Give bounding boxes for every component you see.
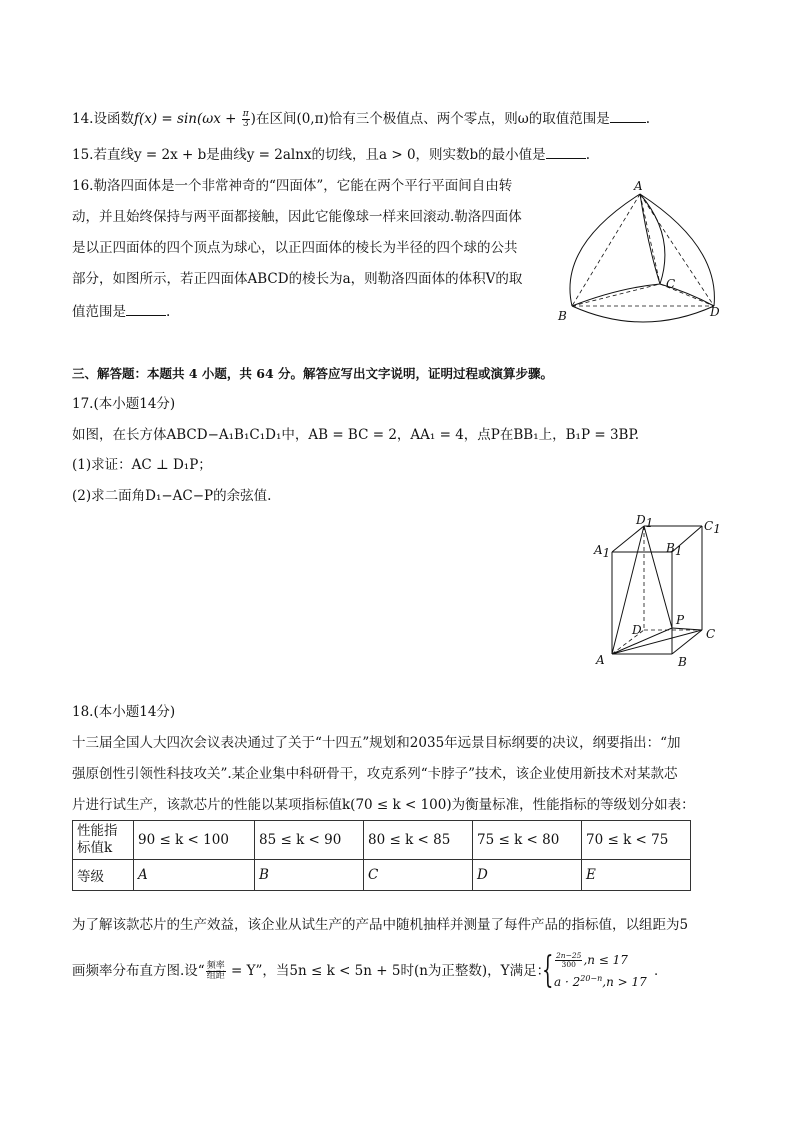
- q16-answer-blank: [126, 301, 166, 316]
- q15-text: 15.若直线y = 2x + b是曲线y = 2alnx的切线，且a > 0，则实数b的最小值是: [72, 147, 546, 163]
- q14-end: .: [645, 111, 651, 127]
- q18-paragraph-3: 片进行试生产，该款芯片的性能以某项指标值k(70 ≤ k < 100)为衡量标准，性能指标的等级划分如表：: [72, 797, 695, 813]
- q18-p5-a: 画频率分布直方图.设“: [72, 963, 205, 979]
- q17-part-2: (2)求二面角D₁−AC−P的余弦值.: [72, 488, 272, 504]
- table-cell: A: [134, 860, 255, 891]
- question-15: [72, 144, 590, 164]
- q18-p5-b: = Y”，当5n ≤ k < 5n + 5时(n为正整数)，Y满足：: [226, 963, 551, 979]
- label-c: C: [706, 627, 716, 641]
- label-c1-sub: 1: [713, 522, 721, 536]
- label-b: B: [558, 309, 567, 323]
- reuleaux-tetrahedron-figure: [548, 176, 728, 326]
- table-row: [73, 860, 691, 891]
- q14-function: f(x) = sin(ωx +: [133, 111, 241, 127]
- q14-rest: )在区间(0,π)恰有三个极值点、两个零点，则ω的取值范围是: [250, 111, 610, 127]
- svg-text:C1: [704, 519, 721, 536]
- label-d: D: [632, 623, 642, 637]
- q18-title: 18.(本小题14分): [72, 704, 176, 720]
- label-a1-sub: 1: [602, 546, 611, 560]
- table-cell: 80 ≤ k < 85: [364, 821, 473, 860]
- q17-stem: 如图，在长方体ABCD−A₁B₁C₁D₁中，AB = BC = 2，AA₁ = 4，点P在BB₁上，B₁P = 3BP.: [72, 427, 640, 443]
- q16-last-text: 值范围是: [72, 304, 126, 320]
- brace: {: [542, 950, 554, 991]
- label-c: C: [666, 277, 676, 291]
- q16-line-3: 是以正四面体的四个顶点为球心，以正四面体的棱长为半径的四个球的公共: [72, 240, 518, 256]
- q16-line-1: 16.勒洛四面体是一个非常神奇的“四面体”，它能在两个平行平面间自由转: [72, 178, 513, 194]
- table-row: [73, 821, 691, 860]
- label-b: B: [678, 655, 687, 669]
- q18-paragraph-4: 为了解该款芯片的生产效益，该企业从试生产的产品中随机抽样并测量了每件产品的指标值，以组距为5: [72, 917, 689, 933]
- table-cell: C: [364, 860, 473, 891]
- grade-table: [72, 820, 691, 891]
- piecewise-case-1: $\frac{2n-25}{300}$ ,n ≤ 17: [556, 951, 628, 969]
- table-cell: 85 ≤ k < 90: [255, 821, 364, 860]
- q14-lead: 14.设函数: [72, 111, 134, 127]
- piecewise-function: [542, 952, 672, 992]
- table-header-cell: 性能指 标值k: [73, 821, 134, 860]
- q18-paragraph-2: 强原创性引领性科技攻关”.某企业集中科研骨干，攻克系列“卡脖子”技术，该企业使用新技术对某款芯: [72, 766, 678, 782]
- table-cell: B: [255, 860, 364, 891]
- q15-answer-blank: [546, 144, 586, 159]
- section-3-heading: 三、解答题：本题共 4 小题，共 64 分。解答应写出文字说明，证明过程或演算步骤。: [72, 366, 554, 381]
- q16-line-2: 动，并且始终保持与两平面都接触，因此它能像球一样来回滚动.勒洛四面体: [72, 209, 522, 225]
- label-a1: A: [594, 543, 603, 557]
- table-cell: E: [582, 860, 691, 891]
- label-d1-sub: 1: [645, 516, 654, 530]
- label-b1: B: [666, 541, 675, 555]
- q16-line-5: [72, 301, 170, 321]
- table-header-cell: 等级: [73, 860, 134, 891]
- piecewise-case-2: $a \cdot 2^{20-n},n > 17$: [554, 974, 647, 989]
- table-cell: D: [473, 860, 582, 891]
- label-a: A: [596, 653, 605, 667]
- q18-paragraph-5: [72, 962, 550, 981]
- q16-line-4: 部分，如图所示，若正四面体ABCD的棱长为a，则勒洛四面体的体积V的取: [72, 271, 523, 287]
- q18-paragraph-1: 十三届全国人大四次会议表决通过了关于“十四五”规划和2035年远景目标纲要的决议，纲要指出：“加: [72, 735, 681, 751]
- q17-part-1: (1)求证：AC ⊥ D₁P；: [72, 457, 212, 473]
- q14-fraction: $\frac{\pi}{3}$: [242, 109, 249, 129]
- q16-end: .: [166, 304, 171, 320]
- q14-answer-blank: [610, 108, 646, 123]
- q18-fraction: $\frac{\text{频率}}{\text{组距}}$: [206, 961, 225, 981]
- question-14: [72, 108, 650, 129]
- table-cell: 90 ≤ k < 100: [134, 821, 255, 860]
- svg-text:B1: [665, 541, 682, 558]
- label-b1-sub: 1: [674, 544, 683, 558]
- q17-title: 17.(本小题14分): [72, 396, 176, 412]
- q18-end: .: [654, 964, 659, 979]
- label-p: P: [676, 613, 685, 627]
- label-c1: C: [704, 519, 714, 533]
- q15-end: .: [585, 147, 590, 163]
- table-cell: 70 ≤ k < 75: [582, 821, 691, 860]
- label-d1: D: [636, 513, 646, 527]
- cuboid-figure: [590, 512, 730, 672]
- label-d: D: [710, 305, 720, 319]
- label-a: A: [634, 179, 643, 193]
- table-cell: 75 ≤ k < 80: [473, 821, 582, 860]
- svg-text:A1: [593, 543, 610, 560]
